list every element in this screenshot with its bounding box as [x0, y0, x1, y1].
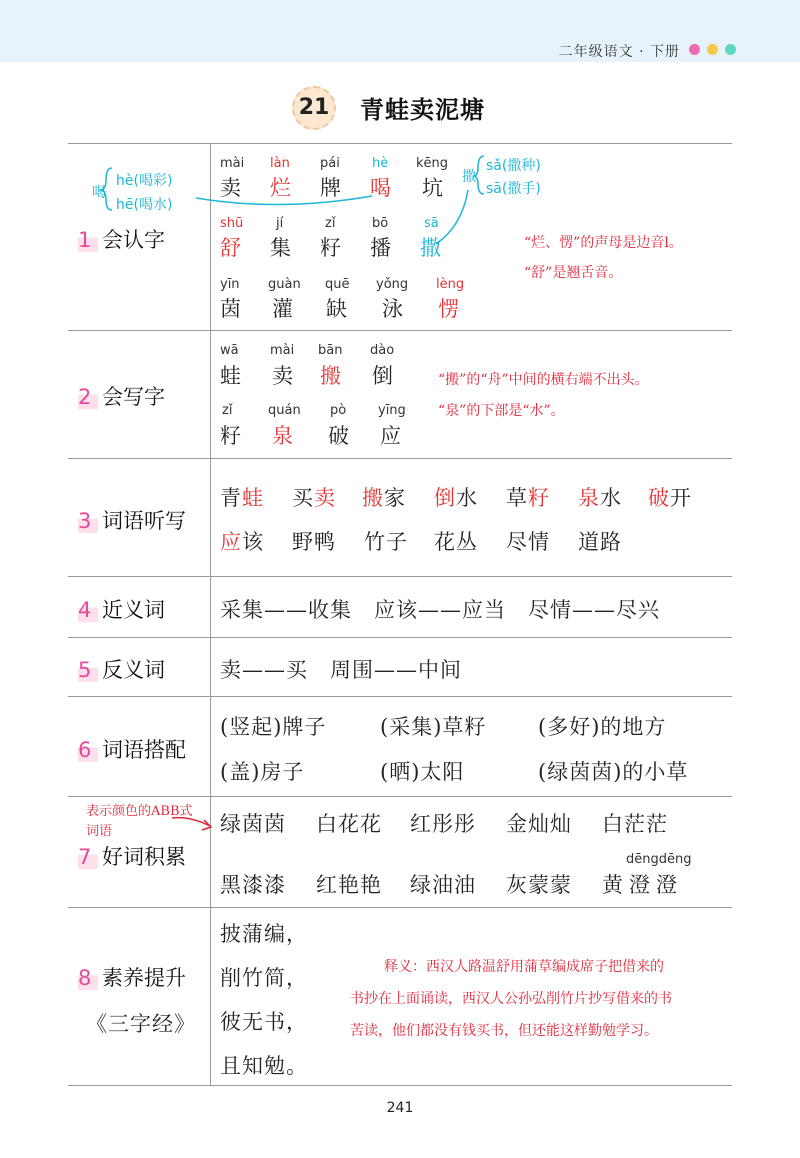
word: 买卖 — [292, 486, 336, 510]
character: 籽 — [320, 236, 341, 260]
character: 坑 — [422, 176, 443, 200]
word: 野鸭 — [292, 530, 336, 554]
polyphone-sa-char: 撒 — [462, 169, 476, 185]
word: 金灿灿 — [506, 812, 572, 836]
word: 尽情 — [506, 530, 550, 554]
pinyin: pái — [320, 156, 340, 171]
character: 籽 — [220, 424, 241, 448]
word: 黑漆漆 — [220, 873, 286, 897]
polyphone-he-2: hē(喝水) — [116, 197, 173, 213]
character: 应 — [380, 424, 401, 448]
word: 破开 — [648, 486, 692, 510]
pinyin: mài — [270, 343, 295, 358]
character: 破 — [328, 424, 349, 448]
classic-line: 且知勉。 — [220, 1054, 308, 1078]
note-abb: 表示颜色的ABB式 — [86, 804, 193, 819]
word: 红彤彤 — [410, 812, 476, 836]
note-recognize-2: “舒”是翘舌音。 — [524, 265, 623, 281]
pinyin: yīn — [220, 277, 240, 292]
note-meaning-1: 释义：西汉人路温舒用蒲草编成席子把借来的 — [384, 959, 664, 975]
word: 绿油油 — [410, 873, 476, 897]
pinyin: pò — [330, 403, 347, 418]
polyphone-sa-1: sǎ(撒种) — [486, 158, 541, 174]
character: 卖 — [220, 176, 241, 200]
classic-line: 彼无书， — [220, 1010, 308, 1034]
word: 应该 — [220, 530, 264, 554]
collocation: (多好)的地方 — [538, 715, 667, 739]
collocation: (采集)草籽 — [380, 715, 487, 739]
section-label-1: 1 会认字 — [78, 228, 165, 252]
note-recognize-1: “烂、愣”的声母是边音l。 — [524, 235, 683, 251]
polyphone-he-char: 喝 — [92, 185, 106, 201]
pinyin: hè — [372, 156, 389, 171]
pinyin: làn — [270, 156, 290, 171]
character: 蛙 — [220, 364, 241, 388]
page-number: 241 — [386, 1100, 414, 1116]
section-label-7: 7 好词积累 — [78, 845, 186, 869]
polyphone-sa-2: sā(撒手) — [486, 181, 541, 197]
word: 道路 — [578, 530, 622, 554]
lesson-title: 青蛙卖泥塘 — [360, 96, 485, 124]
character: 泉 — [272, 424, 293, 448]
pinyin: wā — [220, 343, 239, 358]
character: 集 — [270, 236, 291, 260]
pinyin: jí — [276, 216, 284, 231]
character: 愣 — [438, 297, 459, 321]
classic-line: 披蒲编， — [220, 922, 308, 946]
word: 绿茵茵 — [220, 812, 286, 836]
character: 卖 — [272, 364, 293, 388]
word: 白花花 — [316, 812, 382, 836]
word: 黄澄澄 — [602, 873, 683, 897]
pinyin: dào — [370, 343, 395, 358]
pinyin: shū — [220, 216, 244, 231]
classic-line: 削竹简， — [220, 966, 308, 990]
character: 灌 — [272, 297, 293, 321]
pinyin: quán — [268, 403, 301, 418]
character: 烂 — [270, 176, 291, 200]
note-abb-2: 词语 — [86, 824, 113, 839]
pinyin: bān — [318, 343, 343, 358]
section-label-8: 8 素养提升 — [78, 966, 186, 990]
character: 缺 — [326, 297, 347, 321]
pinyin: guàn — [268, 277, 301, 292]
pinyin: kēng — [416, 156, 449, 171]
note-write-1: “搬”的“舟”中间的横右端不出头。 — [438, 372, 649, 388]
word: 泉水 — [578, 486, 622, 510]
character: 泳 — [382, 297, 403, 321]
antonyms: 卖——买 周围——中间 — [220, 658, 462, 682]
classic-title: 《三字经》 — [86, 1012, 196, 1036]
character: 茵 — [220, 297, 241, 321]
pinyin: sā — [424, 216, 439, 231]
pinyin: yǒng — [376, 277, 409, 292]
word: 竹子 — [364, 530, 408, 554]
character: 倒 — [372, 364, 393, 388]
pinyin: mài — [220, 156, 245, 171]
pinyin: yīng — [378, 403, 406, 418]
synonyms: 采集——收集 应该——应当 尽情——尽兴 — [220, 598, 660, 622]
note-meaning-2: 书抄在上面诵读，西汉人公孙弘削竹片抄写借来的书 — [350, 991, 672, 1007]
character: 播 — [370, 236, 391, 260]
note-write-2: “泉”的下部是“水”。 — [438, 403, 565, 419]
polyphone-he-1: hè(喝彩) — [116, 173, 173, 189]
character: 牌 — [320, 176, 341, 200]
section-label-6: 6 词语搭配 — [78, 738, 186, 762]
character: 喝 — [370, 176, 391, 200]
book-title: 二年级语文 · 下册 — [558, 44, 680, 60]
word: 青蛙 — [220, 486, 264, 510]
pinyin: zǐ — [222, 403, 233, 418]
section-label-4: 4 近义词 — [78, 598, 165, 622]
word: 草籽 — [506, 486, 550, 510]
collocation: (绿茵茵)的小草 — [538, 760, 689, 784]
word: 倒水 — [434, 486, 478, 510]
section-label-3: 3 词语听写 — [78, 509, 186, 533]
word: 花丛 — [434, 530, 478, 554]
collocation: (盖)房子 — [220, 760, 305, 784]
lesson-number: 21 — [292, 86, 336, 130]
character: 撒 — [420, 236, 441, 260]
section-label-2: 2 会写字 — [78, 385, 165, 409]
pinyin-dengdeng: dēngdēng — [626, 852, 692, 867]
collocation: (竖起)牌子 — [220, 715, 327, 739]
word: 灰蒙蒙 — [506, 873, 572, 897]
pinyin: bō — [372, 216, 389, 231]
pinyin: zǐ — [325, 216, 336, 231]
pinyin: quē — [325, 277, 350, 292]
note-meaning-3: 苦读，他们都没有钱买书，但还能这样勤勉学习。 — [350, 1023, 658, 1039]
word: 搬家 — [362, 486, 406, 510]
collocation: (晒)太阳 — [380, 760, 465, 784]
character: 舒 — [220, 236, 241, 260]
word: 白茫茫 — [602, 812, 668, 836]
word: 红艳艳 — [316, 873, 382, 897]
pinyin: lèng — [436, 277, 465, 292]
section-label-5: 5 反义词 — [78, 658, 165, 682]
character: 搬 — [320, 364, 341, 388]
